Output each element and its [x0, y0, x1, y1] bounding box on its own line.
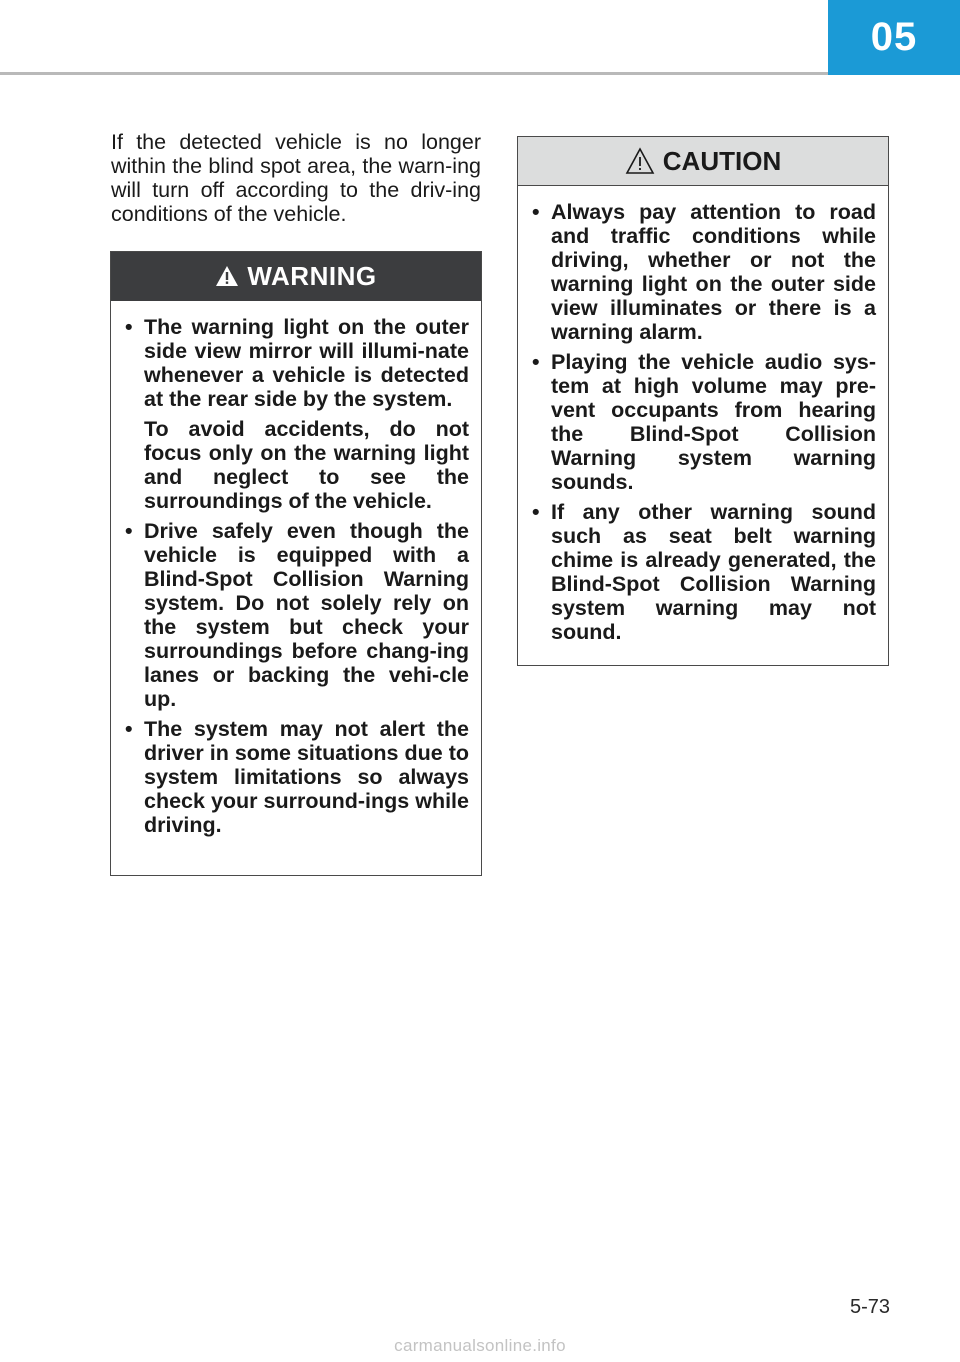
chapter-tab — [828, 0, 960, 75]
warning-title: WARNING — [247, 260, 377, 291]
warning-item-text: To avoid accidents, do not focus only on the warning light and neglect to see the surroundings of the vehicle. — [144, 417, 469, 513]
warning-item — [123, 315, 469, 513]
header-rule — [0, 72, 828, 75]
caution-item — [530, 500, 876, 644]
chapter-number: 05 — [870, 15, 918, 59]
warning-item-text: Drive safely even though the vehicle is equipped with a Blind-Spot Collision Warning system. Do not solely rely on the system but check your surroundings before chang-ing lanes or backing the vehi-cle up. — [144, 519, 469, 711]
intro-paragraph: If the detected vehicle is no longer within the blind spot area, the warn-ing will turn off according to the driv-ing conditions of the vehicle. — [111, 130, 481, 226]
bullet: • — [532, 350, 540, 374]
warning-item — [123, 717, 469, 837]
caution-item — [530, 200, 876, 344]
caution-item — [530, 350, 876, 494]
bullet: • — [532, 500, 540, 524]
bullet: • — [532, 200, 540, 224]
watermark: carmanualsonline.info — [394, 1336, 566, 1355]
caution-triangle-icon — [625, 147, 655, 175]
caution-item-text: Always pay attention to road and traffic conditions while driving, whether or not the warning light on the outer side view illuminates or there is a warning alarm. — [551, 200, 876, 344]
warning-triangle-icon — [215, 265, 239, 287]
bullet: • — [125, 717, 133, 741]
warning-item — [123, 519, 469, 711]
bullet: • — [125, 519, 133, 543]
warning-item-text: The system may not alert the driver in some situations due to system limitations so always check your surround-ings while driving. — [144, 717, 469, 837]
bullet: • — [125, 315, 133, 339]
caution-item-text: If any other warning sound such as seat belt warning chime is already generated, the Blind-Spot Collision Warning system warning may not sound. — [551, 500, 876, 644]
warning-list — [123, 315, 469, 837]
caution-header — [518, 137, 888, 186]
warning-item-text: The warning light on the outer side view mirror will illumi-nate whenever a vehicle is detected at the rear side by the system. — [144, 315, 469, 411]
caution-title: CAUTION — [662, 145, 782, 176]
caution-list — [530, 200, 876, 644]
caution-item-text: Playing the vehicle audio sys-tem at high volume may pre-vent occupants from hearing the Blind-Spot Collision Warning system warning sounds. — [551, 350, 876, 494]
warning-box — [110, 251, 482, 876]
page-number: 5-73 — [849, 1296, 890, 1318]
warning-header — [111, 252, 481, 301]
caution-box — [517, 136, 889, 666]
